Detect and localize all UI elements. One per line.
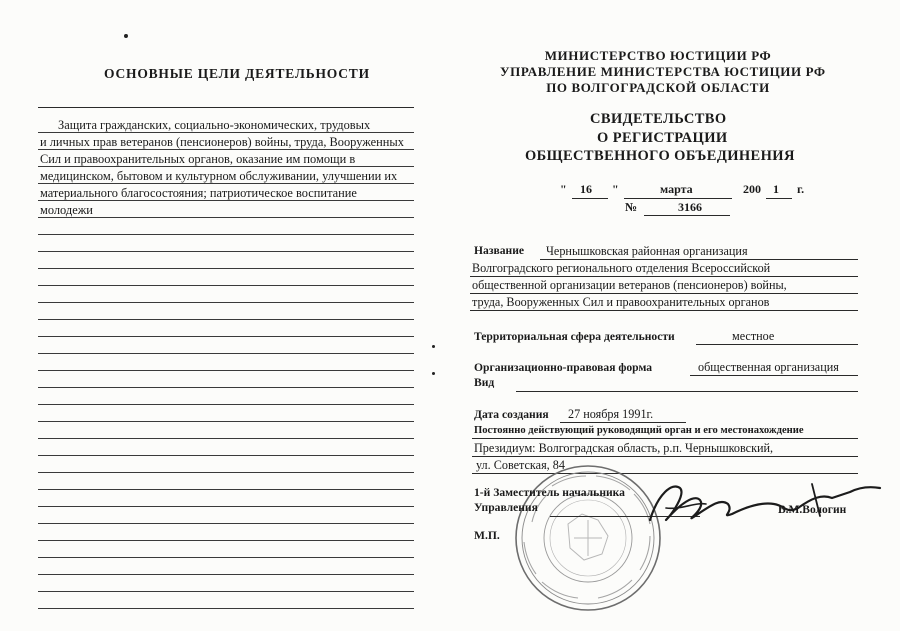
ruled-line (38, 489, 414, 490)
kind-label: Вид (474, 376, 495, 389)
date-year-suffix: г. (797, 182, 805, 196)
ruled-line (38, 268, 414, 269)
ruled-line (38, 523, 414, 524)
name-underline (470, 310, 858, 311)
heading-underline (38, 107, 414, 108)
date-month: марта (660, 182, 693, 196)
ruled-line (38, 251, 414, 252)
ruled-line (38, 387, 414, 388)
number-label: № (625, 200, 638, 214)
name-underline (470, 293, 858, 294)
certificate-title: СВИДЕТЕЛЬСТВО (590, 111, 727, 127)
date-year-digit: 1 (773, 182, 779, 196)
date-month-underline (624, 198, 732, 199)
date-year-prefix: 200 (743, 182, 761, 196)
legal-form-value: общественная организация (698, 360, 839, 374)
date-year-underline (766, 198, 792, 199)
signatory-title: 1-й Заместитель начальника (474, 486, 625, 499)
ruled-line (38, 319, 414, 320)
ruled-line (38, 353, 414, 354)
ruled-line (38, 183, 414, 184)
ruled-line (38, 574, 414, 575)
date-quote-close: " (612, 182, 619, 196)
ruled-line (38, 404, 414, 405)
governing-body-address: ул. Советская, 84 (476, 458, 565, 472)
speck (432, 345, 435, 348)
stamp-place-label: М.П. (474, 529, 500, 542)
ruled-line (38, 557, 414, 558)
ruled-line (38, 591, 414, 592)
number-underline (644, 215, 730, 216)
ruled-line (38, 149, 414, 150)
name-line: общественной организации ветеранов (пенсионеров) войны, (472, 278, 787, 292)
ruled-line (38, 506, 414, 507)
name-underline (540, 259, 858, 260)
ruled-line (38, 540, 414, 541)
goals-line: и личных прав ветеранов (пенсионеров) войны, труда, Вооруженных (40, 135, 404, 149)
governing-body-label: Постоянно действующий руководящий орган и его местонахождение (474, 425, 804, 436)
date-day-underline (572, 198, 608, 199)
name-line: Волгоградского регионального отделения Всероссийской (472, 261, 771, 275)
certificate-title: О РЕГИСТРАЦИИ (597, 130, 728, 146)
ruled-line (38, 132, 414, 133)
ruled-line (38, 336, 414, 337)
ruled-line (38, 200, 414, 201)
governing-body-underline (472, 456, 858, 457)
kind-underline (516, 391, 858, 392)
ruled-line (38, 217, 414, 218)
name-line: труда, Вооруженных Сил и правоохранительных органов (472, 295, 770, 309)
goals-line: молодежи (40, 203, 93, 217)
ruled-line (38, 302, 414, 303)
name-line: Чернышковская районная организация (546, 244, 748, 258)
governing-body-address: Президиум: Волгоградская область, р.п. Чернышковский, (474, 441, 774, 455)
legal-form-label: Организационно-правовая форма (474, 361, 653, 374)
ruled-line (38, 421, 414, 422)
ministry-header: МИНИСТЕРСТВО ЮСТИЦИИ РФ (544, 48, 772, 63)
created-value: 27 ноября 1991г. (568, 407, 654, 421)
speck (124, 34, 128, 38)
ruled-line (38, 234, 414, 235)
ruled-line (38, 285, 414, 286)
signatory-title: Управления (474, 501, 538, 514)
date-day: 16 (580, 182, 592, 196)
name-label: Название (474, 244, 525, 257)
ruled-line (38, 472, 414, 473)
territory-label: Территориальная сфера деятельности (474, 330, 675, 343)
signatory-name: В.М.Вологин (778, 504, 847, 516)
goals-line: Сил и правоохранительных органов, оказание им помощи в (40, 152, 356, 166)
ruled-line (38, 438, 414, 439)
handwritten-signature (636, 474, 886, 534)
goals-line: медицинском, бытовом и культурном обслуживании, улучшении их (40, 169, 398, 183)
territory-underline (696, 344, 858, 345)
ruled-line (38, 608, 414, 609)
number-value: 3166 (678, 200, 702, 214)
ruled-line (38, 166, 414, 167)
ruled-line (38, 370, 414, 371)
name-underline (470, 276, 858, 277)
certificate-title: ОБЩЕСТВЕННОГО ОБЪЕДИНЕНИЯ (525, 148, 795, 164)
goals-heading: ОСНОВНЫЕ ЦЕЛИ ДЕЯТЕЛЬНОСТИ (104, 66, 370, 81)
department-header: УПРАВЛЕНИЕ МИНИСТЕРСТВА ЮСТИЦИИ РФ (500, 64, 826, 79)
created-label: Дата создания (474, 408, 549, 421)
date-quote-open: " (560, 182, 567, 196)
region-header: ПО ВОЛГОГРАДСКОЙ ОБЛАСТИ (546, 80, 770, 95)
legal-form-underline (690, 375, 858, 376)
created-underline (560, 422, 686, 423)
goals-line: материального благосостояния; патриотическое воспитание (40, 186, 357, 200)
governing-body-label-underline (472, 438, 858, 439)
ruled-line (38, 455, 414, 456)
territory-value: местное (732, 329, 775, 343)
speck (432, 372, 435, 375)
goals-line: Защита гражданских, социально-экономических, трудовых (58, 118, 371, 132)
